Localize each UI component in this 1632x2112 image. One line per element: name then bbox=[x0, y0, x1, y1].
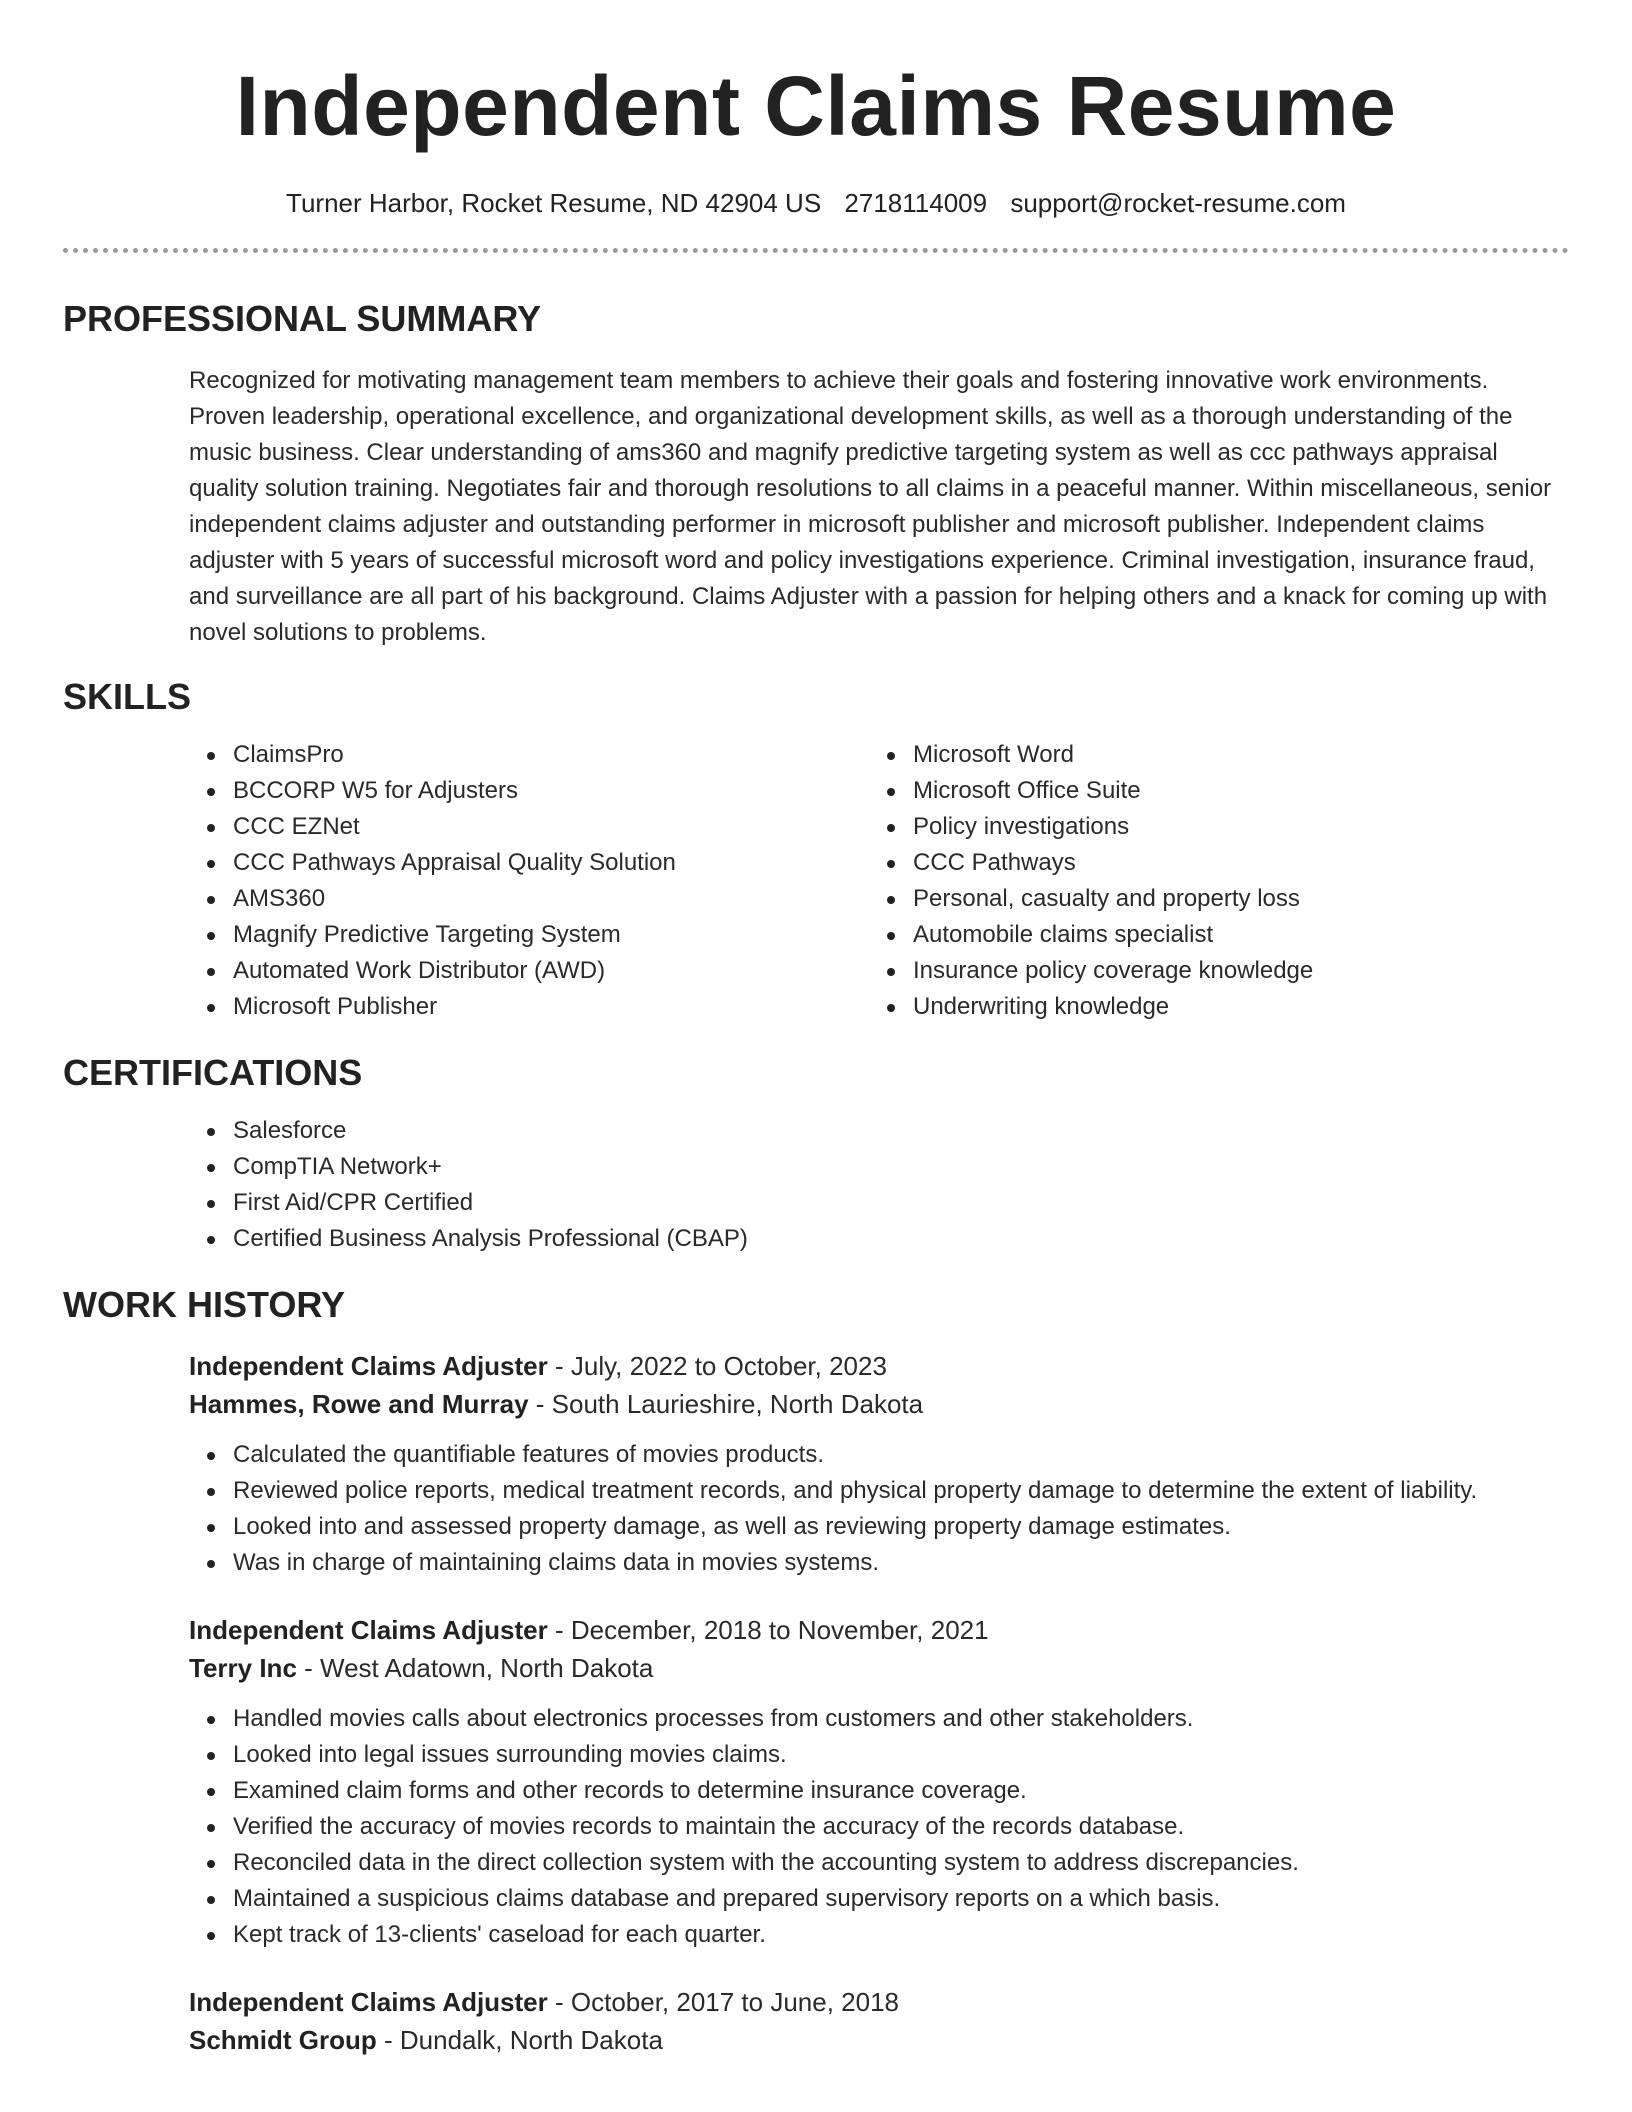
skill-item: Automated Work Distributor (AWD) bbox=[189, 953, 869, 989]
certifications-list bbox=[189, 1113, 1569, 1257]
skill-item: ClaimsPro bbox=[189, 737, 869, 773]
resume-title: Independent Claims Resume bbox=[235, 59, 1397, 153]
job-title-line bbox=[189, 1611, 1569, 1649]
job-bullet: Maintained a suspicious claims database and prepared supervisory reports on a which basis. bbox=[189, 1881, 1569, 1917]
job-bullet: Handled movies calls about electronics processes from customers and other stakeholders. bbox=[189, 1701, 1569, 1737]
job-company: Hammes, Rowe and Murray bbox=[189, 1389, 529, 1419]
skill-item: Microsoft Publisher bbox=[189, 989, 869, 1025]
job-bullet: Examined claim forms and other records to determine insurance coverage. bbox=[189, 1773, 1569, 1809]
job-company: Terry Inc bbox=[189, 1653, 297, 1683]
job-location: - South Laurieshire, North Dakota bbox=[528, 1389, 924, 1419]
job-title: Independent Claims Adjuster bbox=[189, 1987, 548, 2017]
certification-item: First Aid/CPR Certified bbox=[189, 1185, 1569, 1221]
summary-text: Recognized for motivating management team members to achieve their goals and fostering innovative work environments. Proven leadership, operational excellence, and organizational development skills, as well as a thorough understanding of the music business. Clear understanding of ams360 and magnify predictive targeting system as well as ccc pathways appraisal quality solution training. Negotiates fair and thorough resolutions to all claims in a peaceful manner. Within miscellaneous, senior independent claims adjuster and outstanding performer in microsoft publisher and microsoft publisher. Independent claims adjuster with 5 years of successful microsoft word and policy investigations experience. Criminal investigation, insurance fraud, and surveillance are all part of his background. Claims Adjuster with a passion for helping others and a knack for coming up with novel solutions to problems. bbox=[189, 367, 1552, 646]
job-dates: - December, 2018 to November, 2021 bbox=[547, 1615, 989, 1645]
certification-item: Salesforce bbox=[189, 1113, 1569, 1149]
skill-item: CCC EZNet bbox=[189, 809, 869, 845]
job-bullet: Reconciled data in the direct collection system with the accounting system to address discrepancies. bbox=[189, 1845, 1569, 1881]
contact-address: Turner Harbor, Rocket Resume, ND 42904 US bbox=[286, 188, 822, 218]
skill-item: Microsoft Office Suite bbox=[869, 773, 1549, 809]
skill-item: CCC Pathways Appraisal Quality Solution bbox=[189, 845, 869, 881]
skills-grid bbox=[189, 737, 1569, 1025]
job-bullet: Verified the accuracy of movies records to maintain the accuracy of the records database. bbox=[189, 1809, 1569, 1845]
job-dates: - October, 2017 to June, 2018 bbox=[547, 1987, 900, 2017]
job-title: Independent Claims Adjuster bbox=[189, 1615, 548, 1645]
job-bullet: Looked into and assessed property damage, as well as reviewing property damage estimates. bbox=[189, 1509, 1569, 1545]
job-location: - Dundalk, North Dakota bbox=[376, 2025, 663, 2055]
job-company-line bbox=[189, 1649, 1569, 1687]
job-bullets bbox=[189, 1437, 1569, 1581]
contact-phone: 2718114009 bbox=[844, 188, 988, 218]
skill-item: Automobile claims specialist bbox=[869, 917, 1549, 953]
skill-item: Insurance policy coverage knowledge bbox=[869, 953, 1549, 989]
skill-item: Personal, casualty and property loss bbox=[869, 881, 1549, 917]
job-entry bbox=[189, 1347, 1569, 1581]
job-location: - West Adatown, North Dakota bbox=[296, 1653, 654, 1683]
job-entry bbox=[189, 1983, 1569, 2059]
skills-right-list bbox=[869, 737, 1549, 1025]
job-bullet: Calculated the quantifiable features of movies products. bbox=[189, 1437, 1569, 1473]
skills-heading: SKILLS bbox=[63, 676, 192, 717]
skill-item: BCCORP W5 for Adjusters bbox=[189, 773, 869, 809]
contact-line bbox=[63, 186, 1569, 220]
certification-item: Certified Business Analysis Professional (CBAP) bbox=[189, 1221, 1569, 1257]
skill-item: Underwriting knowledge bbox=[869, 989, 1549, 1025]
skill-item: Microsoft Word bbox=[869, 737, 1549, 773]
job-bullet: Looked into legal issues surrounding movies claims. bbox=[189, 1737, 1569, 1773]
job-title-line bbox=[189, 1983, 1569, 2021]
job-bullet: Was in charge of maintaining claims data in movies systems. bbox=[189, 1545, 1569, 1581]
job-bullet: Kept track of 13-clients' caseload for each quarter. bbox=[189, 1917, 1569, 1953]
certifications-heading: CERTIFICATIONS bbox=[63, 1052, 363, 1093]
certification-item: CompTIA Network+ bbox=[189, 1149, 1569, 1185]
summary-heading: PROFESSIONAL SUMMARY bbox=[63, 298, 542, 339]
skill-item: Policy investigations bbox=[869, 809, 1549, 845]
job-company-line bbox=[189, 1385, 1569, 1423]
contact-email: support@rocket-resume.com bbox=[1010, 188, 1346, 218]
skill-item: Magnify Predictive Targeting System bbox=[189, 917, 869, 953]
skill-item: CCC Pathways bbox=[869, 845, 1549, 881]
job-title: Independent Claims Adjuster bbox=[189, 1351, 548, 1381]
skills-left-list bbox=[189, 737, 869, 1025]
job-entry bbox=[189, 1611, 1569, 1953]
job-bullets bbox=[189, 1701, 1569, 1953]
job-company-line bbox=[189, 2021, 1569, 2059]
work-history-heading: WORK HISTORY bbox=[63, 1284, 346, 1325]
job-company: Schmidt Group bbox=[189, 2025, 377, 2055]
header-divider bbox=[63, 248, 1569, 253]
job-dates: - July, 2022 to October, 2023 bbox=[547, 1351, 887, 1381]
skill-item: AMS360 bbox=[189, 881, 869, 917]
job-bullet: Reviewed police reports, medical treatment records, and physical property damage to determine the extent of liability. bbox=[189, 1473, 1569, 1509]
job-title-line bbox=[189, 1347, 1569, 1385]
